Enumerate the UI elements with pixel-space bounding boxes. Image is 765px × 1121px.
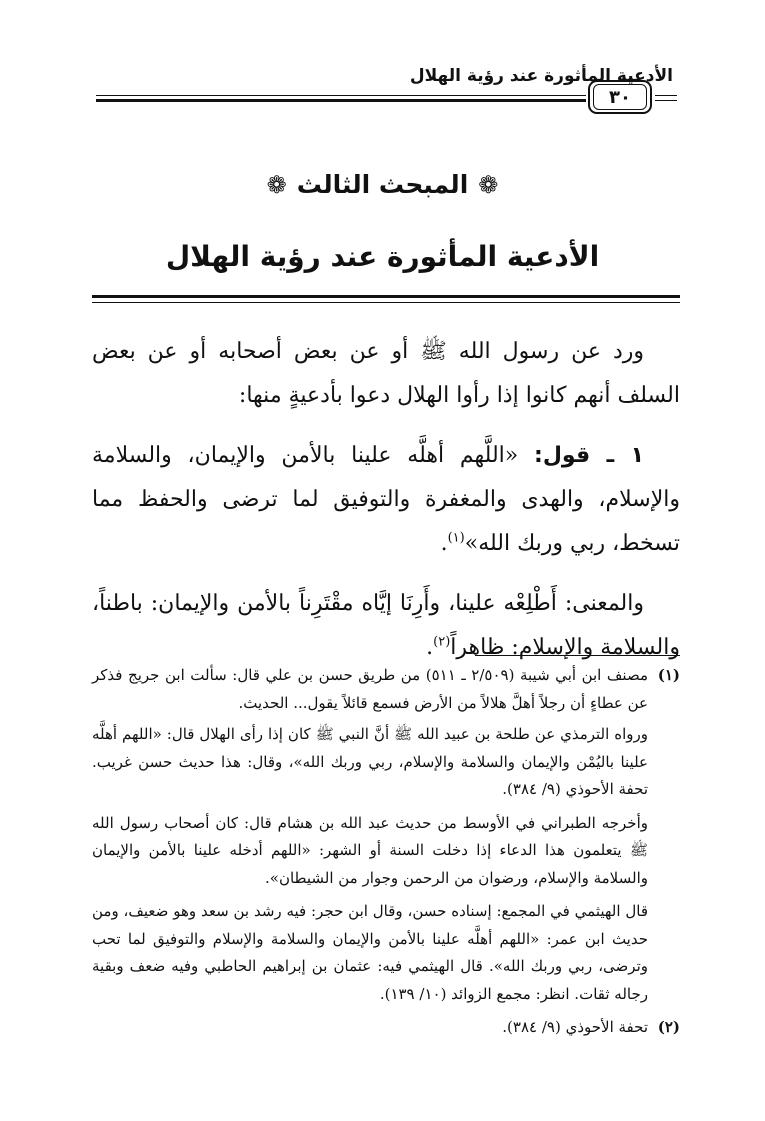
page-number: ٣٠ (593, 84, 647, 110)
footnote-text: تحفة الأحوذي (٩/ ٣٨٤). (502, 1018, 648, 1036)
section-label: المبحث الثالث (296, 170, 469, 199)
punctuation: . (440, 531, 448, 556)
footnote-text: مصنف ابن أبي شيبة (٢/٥٠٩ ـ ٥١١) من طريق حسن بن علي قال: سألت ابن جريج فذكر عن عطاءٍ أن رجلاً أهلَّ هلالاً من الأرض فسمع قائلاً يقول... الحديث. (92, 666, 648, 712)
running-title: الأدعية المأثورة عند رؤية الهلال (409, 66, 673, 86)
footnotes (92, 662, 680, 1046)
footnote-ref[interactable]: (٢) (433, 634, 451, 650)
intro-paragraph: ورد عن رسول الله ﷺ أو عن بعض أصحابه أو عن بعض السلف أنهم كانوا إذا رأوا الهلال دعوا بأدعيةٍ منها: (92, 339, 680, 408)
item-label: ١ ـ قول: (534, 443, 644, 468)
page-number-frame (588, 80, 652, 114)
footnote-paragraph: ورواه الترمذي عن طلحة بن عبيد الله ﷺ أنَّ النبي ﷺ كان إذا رأى الهلال قال: «اللهم أهلَّه علينا باليُمْن والإيمان والسلامة والإسلام، ربي وربك الله»، وقال: هذا حديث حسن غريب. تحفة الأحوذي (٩/ ٣٨٤). (92, 725, 648, 798)
header-rule-thick (96, 99, 586, 102)
title-rule-thin (92, 302, 680, 303)
title-rule-thick (92, 295, 680, 298)
footnote-number: (١) (657, 666, 680, 684)
footnote-separator (475, 655, 680, 656)
footnote-ref[interactable]: (١) (447, 530, 465, 546)
ornament-icon: ❁ (478, 170, 499, 199)
footnote-paragraph: قال الهيثمي في المجمع: إسناده حسن، وقال ابن حجر: فيه رشد بن سعد وهو ضعيف، ومن حديث ابن عمر: «اللهم أهلَّه علينا بالأمن والإيمان والسلامة والإسلام والتوفيق لما تحب وترضى، ربي وربك الله». قال الهيثمي فيه: عثمان بن إبراهيم الحاطبي وفيه ضعف وبقية رجاله ثقات. انظر: مجمع الزوائد (١٠/ ١٣٩). (92, 902, 648, 1003)
meaning-text: والمعنى: أَطْلِعْه علينا، وأَرِنَا إيَّاه مقْتَرِناً بالأمن والإيمان: باطناً، والسلامة والإسلام: ظاهراً (92, 591, 680, 660)
footnote-2 (92, 1014, 680, 1042)
ornament-icon: ❁ (266, 170, 287, 199)
supplication-text: «اللَّهم أهلَّه علينا بالأمن والإيمان، والسلامة والإسلام، والهدى والمغفرة والتوفيق لما ترضى والحفظ مما تسخط، ربي وربك الله» (92, 443, 680, 556)
header-rule-right-2 (655, 100, 677, 101)
punctuation: . (426, 635, 434, 660)
chapter-title: الأدعية المأثورة عند رؤية الهلال (165, 240, 600, 273)
header-rule (96, 95, 586, 96)
meaning-paragraph (92, 582, 680, 670)
section-heading (0, 170, 765, 199)
footnote-number: (٢) (657, 1018, 680, 1036)
supplication-1 (92, 434, 680, 566)
footnote-paragraph: وأخرجه الطبراني في الأوسط من حديث عبد الله بن هشام قال: كان أصحاب رسول الله ﷺ يتعلمون هذا الدعاء إذا دخلت السنة أو الشهر: «اللهم أدخله علينا بالأمن والإيمان والسلامة والإسلام، ورضوان من الرحمن وجوار من الشيطان». (92, 813, 648, 887)
body-text (92, 330, 680, 686)
header-rule-right (655, 95, 677, 96)
footnote-1 (92, 662, 680, 717)
